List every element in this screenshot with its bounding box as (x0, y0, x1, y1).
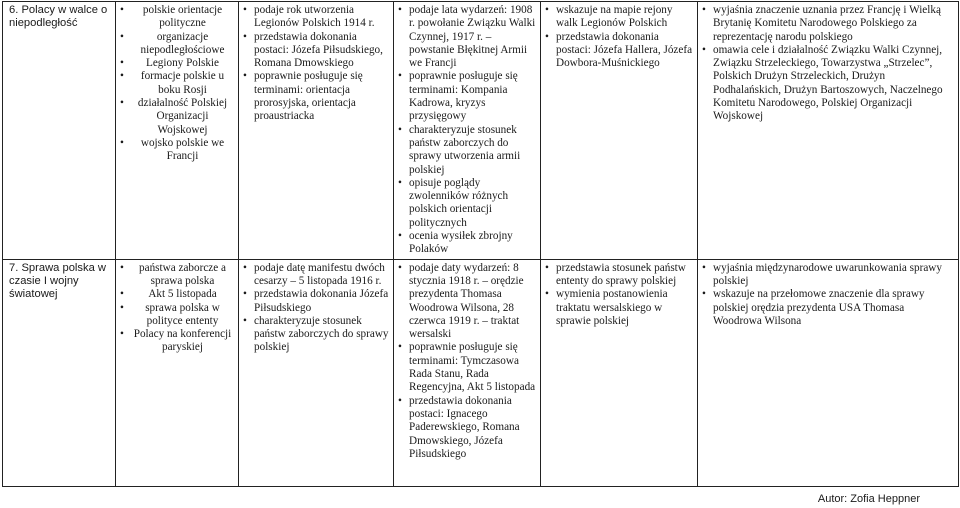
list-item: • przedstawia dokonania postaci: Józefa Piłsudskiego, Romana Dmowskiego (243, 31, 389, 71)
list-item: • Legiony Polskie (120, 57, 234, 70)
curriculum-table (2, 1, 959, 487)
list-item: • przedstawia dokonania postaci: Ignacego Paderewskiego, Romana Dmowskiego, Józefa Piłsudskiego (398, 395, 536, 461)
list-item: • wskazuje na przełomowe znaczenie dla sprawy polskiej orędzia prezydenta USA Thomasa Woodrowa Wilsona (702, 288, 954, 328)
requirements-cell (239, 2, 394, 260)
topic-cell (3, 259, 116, 486)
list-item: • państwa zaborcze a sprawa polska (120, 262, 234, 289)
list-item: • charakteryzuje stosunek państw zaborczych do sprawy polskiej (243, 315, 389, 355)
content-cell (116, 259, 239, 486)
list-item: • przedstawia dokonania Józefa Piłsudskiego (243, 288, 389, 315)
requirements-cell (541, 259, 698, 486)
requirements-cell (698, 2, 959, 260)
list-item: • opisuje poglądy zwolenników różnych polskich orientacji politycznych (398, 177, 536, 230)
requirements-list (243, 262, 389, 355)
list-item: • wyjaśnia znaczenie uznania przez Francję i Wielką Brytanię Komitetu Narodowego Polskiego za reprezentację narodu polskiego (702, 4, 954, 44)
list-item: • polskie orientacje polityczne (120, 4, 234, 31)
list-item: • przedstawia stosunek państw ententy do sprawy polskiej (545, 262, 693, 289)
requirements-list (398, 262, 536, 461)
list-item: • podaje daty wydarzeń: 8 stycznia 1918 r. – orędzie prezydenta Thomasa Woodrowa Wilsona, 28 czerwca 1919 r. – traktat wersalski (398, 262, 536, 342)
content-list (120, 4, 234, 164)
list-item: • formacje polskie u boku Rosji (120, 70, 234, 97)
requirements-cell (394, 2, 541, 260)
table-row (3, 259, 959, 486)
list-item: • wyjaśnia międzynarodowe uwarunkowania sprawy polskiej (702, 262, 954, 289)
list-item: • działalność Polskiej Organizacji Wojskowej (120, 97, 234, 137)
list-item: • sprawa polska w polityce ententy (120, 302, 234, 329)
requirements-cell (394, 259, 541, 486)
topic-cell (3, 2, 116, 260)
requirements-list (702, 262, 954, 328)
content-list (120, 262, 234, 355)
requirements-list (545, 4, 693, 70)
requirements-cell (698, 259, 959, 486)
content-cell (116, 2, 239, 260)
list-item: • poprawnie posługuje się terminami: orientacja prorosyjska, orientacja proaustriacka (243, 70, 389, 123)
topic-title: 6. Polacy w walce o niepodległość (9, 4, 108, 30)
list-item: • podaje lata wydarzeń: 1908 r. powołanie Związku Walki Czynnej, 1917 r. – powstanie Błękitnej Armii we Francji (398, 4, 536, 70)
list-item: • wojsko polskie we Francji (120, 137, 234, 164)
requirements-list (545, 262, 693, 328)
requirements-cell (239, 259, 394, 486)
list-item: • charakteryzuje stosunek państw zaborczych do sprawy utworzenia armii polskiej (398, 124, 536, 177)
list-item: • poprawnie posługuje się terminami: Tymczasowa Rada Stanu, Rada Regencyjna, Akt 5 listopada (398, 341, 536, 394)
list-item: • ocenia wysiłek zbrojny Polaków (398, 230, 536, 257)
requirements-list (243, 4, 389, 124)
list-item: • podaje datę manifestu dwóch cesarzy – 5 listopada 1916 r. (243, 262, 389, 289)
table-row (3, 2, 959, 260)
list-item: • wskazuje na mapie rejony walk Legionów Polskich (545, 4, 693, 31)
list-item: • przedstawia dokonania postaci: Józefa Hallera, Józefa Dowbora-Muśnickiego (545, 31, 693, 71)
requirements-cell (541, 2, 698, 260)
author-credit: Autor: Zofia Heppner (817, 493, 920, 505)
list-item: • poprawnie posługuje się terminami: Kompania Kadrowa, kryzys przysięgowy (398, 70, 536, 123)
list-item: • organizacje niepodległościowe (120, 31, 234, 58)
list-item: • podaje rok utworzenia Legionów Polskich 1914 r. (243, 4, 389, 31)
list-item: • omawia cele i działalność Związku Walki Czynnej, Związku Strzeleckiego, Towarzystwa „Strzelec”, Polskich Drużyn Strzeleckich, Drużyn Podhalańskich, Drużyn Bartoszowych, Naczelnego Komitetu Narodowego, Polskiej Organizacji Wojskowej (702, 44, 954, 124)
list-item: • Akt 5 listopada (120, 288, 234, 301)
list-item: • Polacy na konferencji paryskiej (120, 328, 234, 355)
topic-title: 7. Sprawa polska w czasie I wojny światowej (9, 261, 107, 301)
list-item: • wymienia postanowienia traktatu wersalskiego w sprawie polskiej (545, 288, 693, 328)
requirements-list (398, 4, 536, 257)
requirements-list (702, 4, 954, 124)
